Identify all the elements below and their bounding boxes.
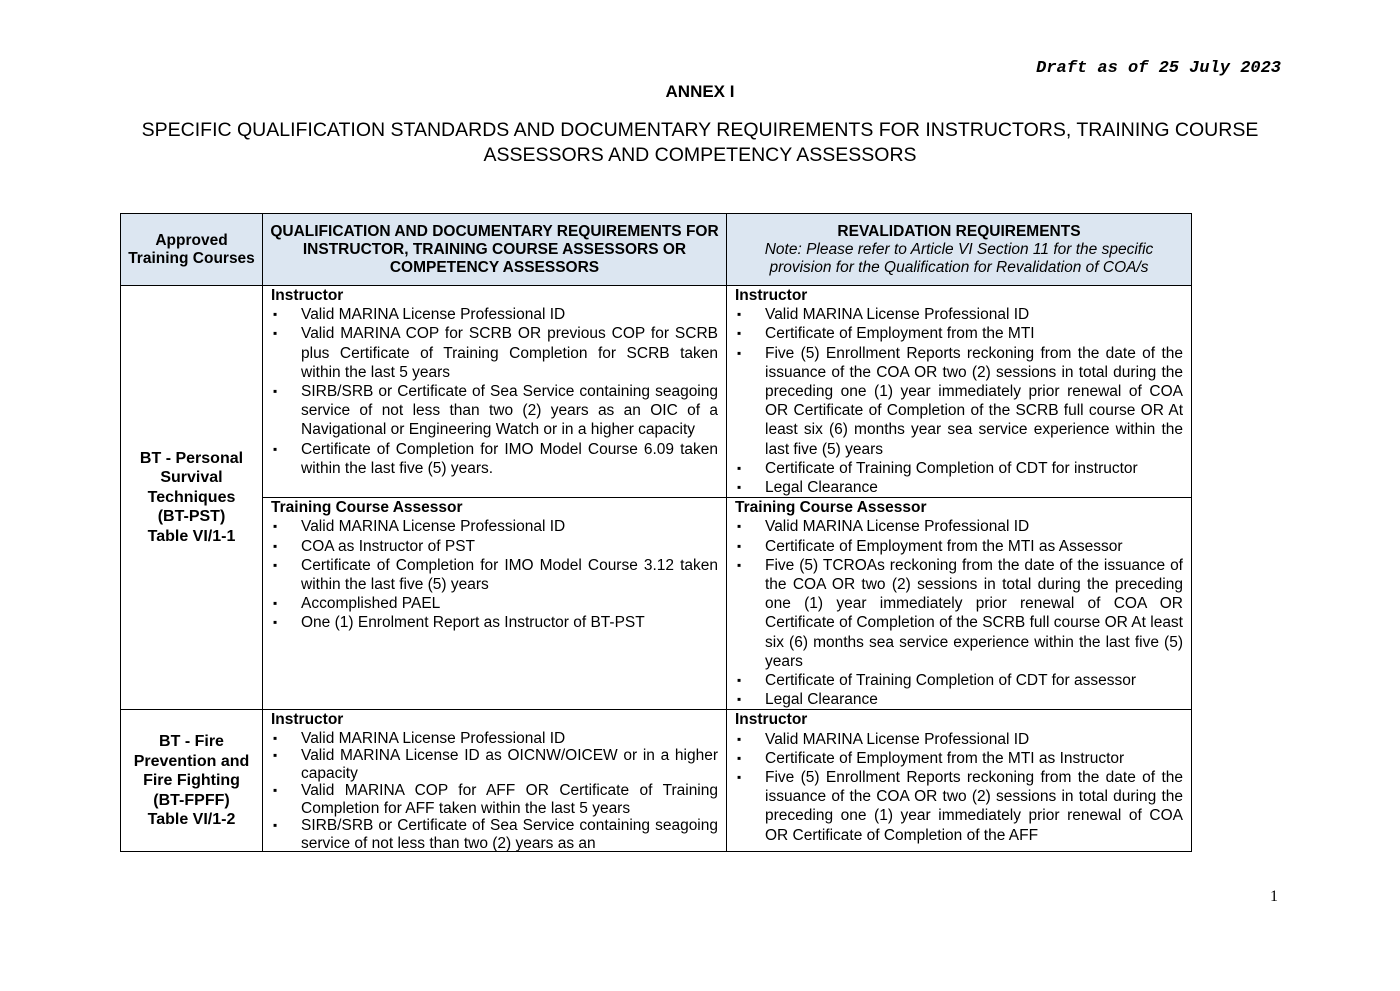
requirements-table — [120, 213, 1192, 852]
course-line: Techniques — [147, 488, 236, 506]
column-header-revalidation — [727, 214, 1192, 286]
list-item: ▪ Five (5) Enrollment Reports reckoning from the date of the issuance of the COA OR two (2) sessions in total during the preceding one (1) year immediately prior renewal of COA OR Certificate of Completion of the AFF — [735, 768, 1183, 845]
course-line: Prevention and — [133, 752, 250, 770]
list-item: ▪ One (1) Enrolment Report as Instructor of BT-PST — [271, 613, 718, 632]
list-item: ▪ Legal Clearance — [735, 690, 1183, 709]
course-line: BT - Fire — [159, 733, 224, 751]
list-item: ▪ Valid MARINA License Professional ID — [735, 305, 1183, 324]
revalidation-instructor-cell — [727, 710, 1192, 852]
course-line: Fire Fighting — [143, 772, 240, 790]
requirements-list — [735, 730, 1183, 845]
revalidation-instructor-cell — [727, 286, 1192, 498]
list-item: ▪ SIRB/SRB or Certificate of Sea Service containing seagoing service of not less than two (2) years as an OIC of a Navigational or Engineering Watch or in a higher capacity — [271, 382, 718, 440]
revalidation-assessor-cell — [727, 498, 1192, 710]
course-line: Table VI/1-1 — [147, 527, 236, 545]
course-line: (BT-FPFF) — [153, 791, 230, 809]
table-row — [121, 710, 1192, 852]
qualification-assessor-cell — [263, 498, 727, 710]
list-item: ▪ Five (5) Enrollment Reports reckoning from the date of the issuance of the COA OR two (2) sessions in total during the preceding one (1) year immediately prior renewal of COA OR Certificate of Completion of the SCRB full course OR At least six (6) months year sea service experience within the last five (5) years — [735, 344, 1183, 459]
list-item: ▪ Valid MARINA License Professional ID — [735, 730, 1183, 749]
list-item: ▪ Valid MARINA COP for AFF OR Certificate of Training Completion for AFF taken within the last 5 years — [271, 782, 718, 817]
section-heading: Instructor — [271, 287, 344, 304]
draft-date-label: Draft as of 25 July 2023 — [1036, 59, 1281, 78]
list-item: ▪ Certificate of Training Completion of CDT for instructor — [735, 459, 1183, 478]
requirements-list — [271, 730, 718, 852]
revalidation-title: REVALIDATION REQUIREMENTS — [837, 222, 1081, 240]
course-cell-pst — [121, 286, 263, 710]
table-row — [121, 498, 1192, 710]
document-title: SPECIFIC QUALIFICATION STANDARDS AND DOCUMENTARY REQUIREMENTS FOR INSTRUCTORS, TRAINING COURSE ASSESSORS AND COMPETENCY ASSESSORS — [141, 119, 1259, 166]
list-item: ▪ Valid MARINA License Professional ID — [735, 517, 1183, 536]
section-heading: Instructor — [735, 287, 808, 304]
section-heading: Instructor — [735, 711, 808, 729]
requirements-list — [735, 517, 1183, 709]
qualification-instructor-cell — [263, 286, 727, 498]
course-line: (BT-PST) — [157, 508, 226, 526]
course-cell-fpff — [121, 710, 263, 852]
section-heading: Instructor — [271, 711, 344, 729]
requirements-list — [271, 305, 718, 478]
table-header-row — [121, 214, 1192, 286]
list-item: ▪ Valid MARINA License Professional ID — [271, 730, 718, 748]
revalidation-note: Note: Please refer to Article VI Section 11 for the specific provision for the Qualification for Revalidation of COA/s — [764, 240, 1154, 276]
list-item: ▪ SIRB/SRB or Certificate of Sea Service containing seagoing service of not less than two (2) years as an — [271, 817, 718, 851]
column-header-courses: Approved Training Courses — [121, 214, 263, 286]
requirements-list — [735, 305, 1183, 497]
list-item: ▪ Valid MARINA COP for SCRB OR previous COP for SCRB plus Certificate of Training Completion for SCRB taken within the last 5 years — [271, 324, 718, 382]
section-heading: Training Course Assessor — [735, 499, 927, 517]
column-header-qualification: QUALIFICATION AND DOCUMENTARY REQUIREMENTS FOR INSTRUCTOR, TRAINING COURSE ASSESSORS OR COMPETENCY ASSESSORS — [263, 214, 727, 286]
list-item: ▪ Legal Clearance — [735, 478, 1183, 497]
section-heading: Training Course Assessor — [271, 499, 463, 517]
page-number: 1 — [1270, 888, 1278, 905]
annex-heading: ANNEX I — [665, 82, 735, 101]
list-item: ▪ Valid MARINA License ID as OICNW/OICEW or in a higher capacity — [271, 747, 718, 782]
list-item: ▪ Certificate of Employment from the MTI as Instructor — [735, 749, 1183, 768]
course-line: BT - Personal — [139, 449, 244, 467]
qualification-instructor-cell — [263, 710, 727, 852]
course-line: Survival — [160, 469, 223, 487]
list-item: ▪ Valid MARINA License Professional ID — [271, 517, 718, 536]
list-item: ▪ Five (5) TCROAs reckoning from the date of the issuance of the COA OR two (2) sessions in total during the preceding one (1) year immediately prior renewal of COA OR Certificate of Completion of the SCRB full course OR At least six (6) months sea service experience within the last five (5) years — [735, 556, 1183, 671]
list-item: ▪ Valid MARINA License Professional ID — [271, 305, 718, 324]
list-item: ▪ Certificate of Completion for IMO Model Course 6.09 taken within the last five (5) years. — [271, 440, 718, 478]
list-item: ▪ Accomplished PAEL — [271, 594, 718, 613]
list-item: ▪ Certificate of Employment from the MTI — [735, 324, 1183, 343]
list-item: ▪ COA as Instructor of PST — [271, 537, 718, 556]
table-row — [121, 286, 1192, 498]
requirements-list — [271, 517, 718, 632]
list-item: ▪ Certificate of Training Completion of CDT for assessor — [735, 671, 1183, 690]
list-item: ▪ Certificate of Completion for IMO Model Course 3.12 taken within the last five (5) years — [271, 556, 718, 594]
list-item: ▪ Certificate of Employment from the MTI as Assessor — [735, 537, 1183, 556]
course-line: Table VI/1-2 — [147, 811, 236, 829]
